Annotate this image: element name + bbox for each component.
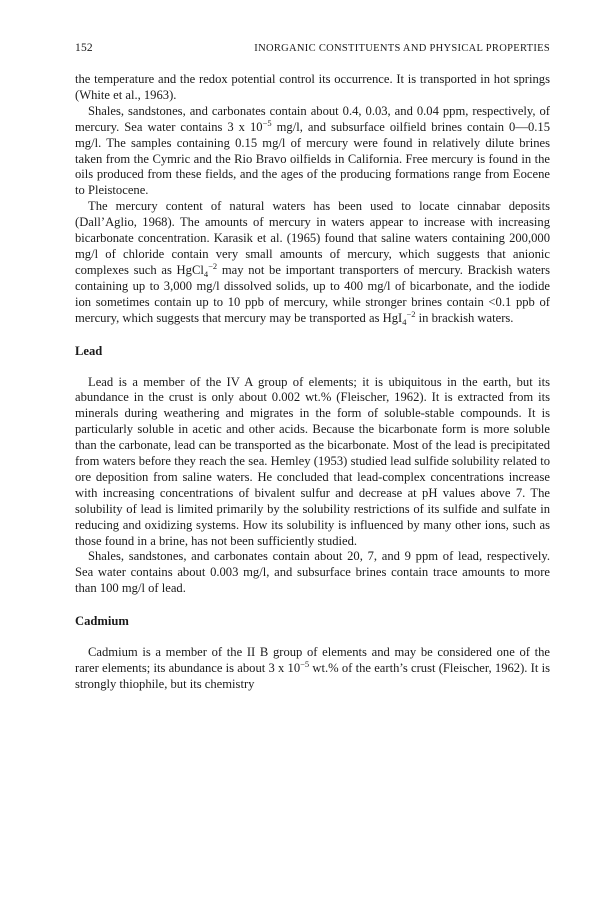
superscript: −2 (406, 308, 416, 319)
paragraph-mercury-content: Shales, sandstones, and carbonates contain about 0.4, 0.03, and 0.04 ppm, respectively, of mercury. Sea water contains 3 x $10^{-5}$ mg/l, and subsurface oilfield brines contain 0—0.15 mg/l. The samples containing 0.15 mg/l of mercury were found in relatively dilute brines taken from the Cymric and the Rio Bravo oilfields in California. Free mercury is found in the oils produced from these fields, and the ages of the producing formations range from Eocene to Pleistocene. (75, 103, 550, 198)
subscript: 4 (402, 316, 407, 327)
body-text (75, 72, 550, 693)
running-title: INORGANIC CONSTITUENTS AND PHYSICAL PROPERTIES (254, 43, 550, 54)
exponent: −5 (300, 659, 310, 670)
paragraph-mercury-occurrence: the temperature and the redox potential control its occurrence. It is transported in hot springs (White et al., 1963). (75, 72, 550, 102)
paragraph-lead-chemistry: Lead is a member of the IV A group of elements; it is ubiquitous in the earth, but its abundance in the crust is only about 0.002 wt.% (Fleischer, 1962). It is extracted from its minerals during weathering and migrates in the form of soluble-stable compounds. It is particularly soluble in acetic and other acids. Because the bicarbonate form is more soluble than the carbonate, lead can be transported as the bicarbonate. Most of the lead is precipitated from waters before they reach the sea. Hemley (1953) studied lead sulfide solubility related to ore deposition from saline waters. He concluded that lead-complex concentrations increase with increasing concentrations of bivalent sulfur and decrease at pH values above 7. The solubility of lead is limited primarily by the solubility restrictions of its sulfide and sulfate in reducing and oxidizing systems. How its solubility is influenced by many other ions, such as those found in a brine, has not been sufficiently studied. (75, 374, 550, 548)
superscript: −2 (208, 260, 218, 271)
exponent: −5 (262, 117, 272, 128)
paragraph-lead-content: Shales, sandstones, and carbonates contain about 20, 7, and 9 ppm of lead, respectively. Sea water contains about 0.003 mg/l, and subsurface brines contain trace amounts to more than 100 mg/l of lead. (75, 549, 550, 596)
running-header (75, 42, 550, 60)
section-heading-cadmium: Cadmium (75, 614, 129, 629)
subscript: 4 (203, 268, 209, 279)
paragraph-mercury-cinnabar: The mercury content of natural waters has been used to locate cinnabar deposits (Dall’Aglio, 1968). The amounts of mercury in waters appear to increase with increasing bicarbonate concentration. Karasik et al. (1965) found that saline waters containing 200,000 mg/l of chloride contain very small amounts of mercury, which suggests that anionic complexes such as HgCl$_4^{-2}$ may not be important transporters of mercury. Brackish waters containing up to 3,000 mg/l dissolved solids, up to 400 mg/l of bicarbonate, and the iodide ion sometimes contain up to 10 ppb of mercury, while stronger brines contain <0.1 ppb of mercury, which suggests that mercury may be transported as HgI$_4^{-2}$ in brackish waters. (75, 199, 550, 327)
book-page (75, 42, 550, 693)
section-heading-lead: Lead (75, 343, 103, 358)
page-number: 152 (75, 42, 93, 54)
paragraph-cadmium-chemistry: Cadmium is a member of the II B group of elements and may be considered one of the rarer elements; its abundance is about 3 x $10^{-5}$ wt.% of the earth’s crust (Fleischer, 1962). It is strongly thiophile, but its chemistry (75, 645, 550, 691)
